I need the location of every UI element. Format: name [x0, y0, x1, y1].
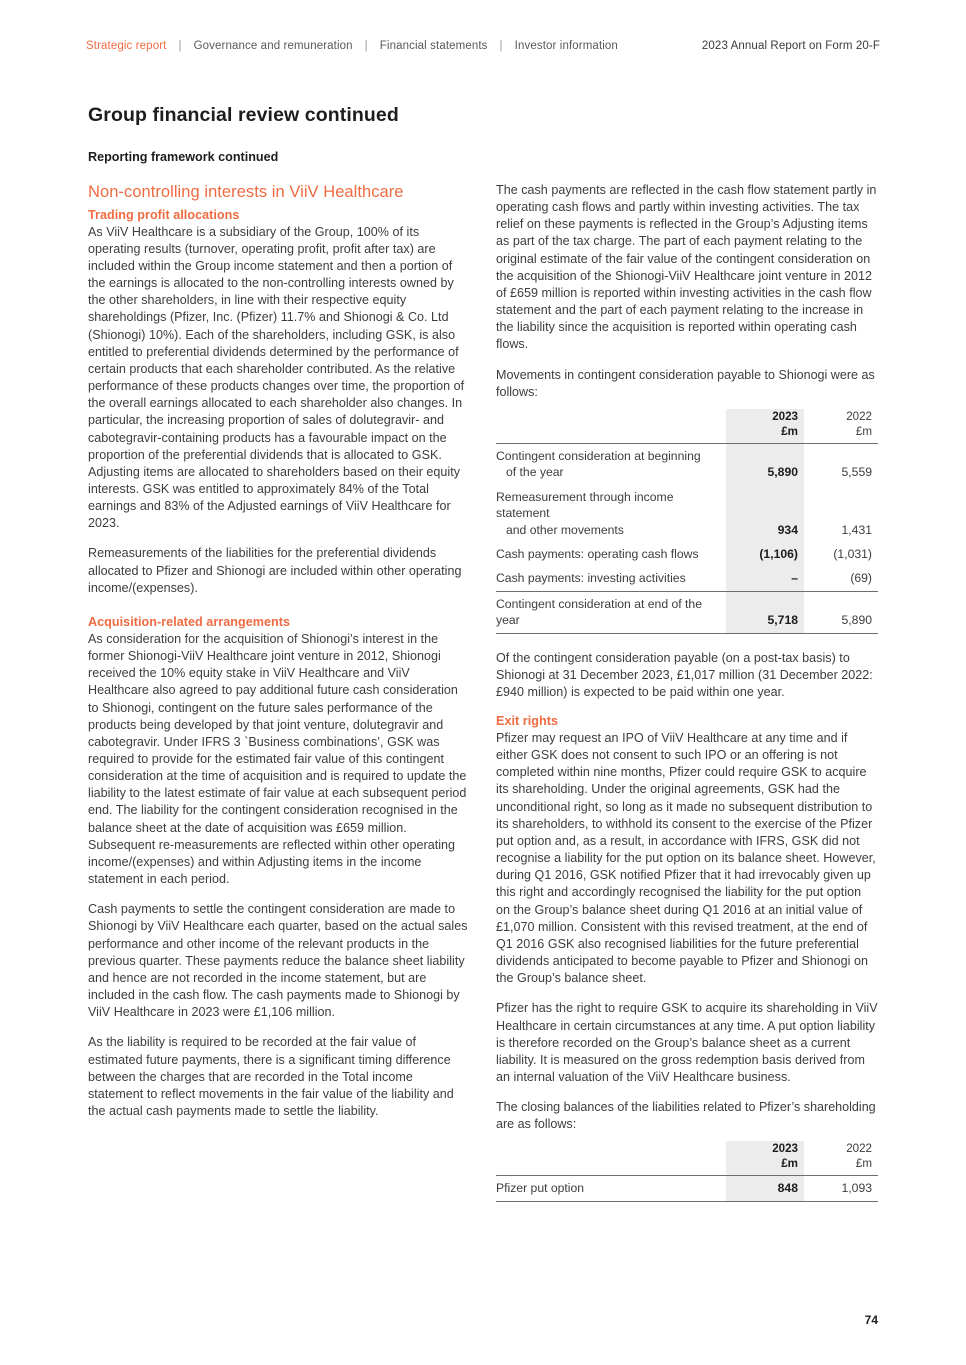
paragraph-post-tax-basis: Of the contingent consideration payable (on a post-tax basis) to Shionogi at 31 December 2023, £1,017 million (31 December 2022: £940 million) is expected to be paid within one year.	[496, 650, 873, 699]
paragraph-acquisition-consideration: As consideration for the acquisition of Shionogi’s interest in the former Shionogi-ViiV Healthcare joint venture in 2012, Shionogi received the 10% equity stake in ViiV Healthcare and ViiV Healthcare also agreed to pay additional future cash consideration to Shionogi, contingent on the future sales performance of the products being developed by that joint venture, dolutegravir and cabotegravir. Under IFRS 3 `Business combinations’, GSK was required to provide for the estimated fair value of this contingent consideration at the time of acquisition and is required to update the liability to the latest estimate of fair value at each subsequent period end. The liability for the contingent consideration recognised in the balance sheet at the date of acquisition was £659 million. Subsequent re-measurements are reflected within other operating income/(expenses) and within Adjusting items in the income statement in each period.	[88, 631, 467, 887]
table-row	[496, 566, 878, 591]
table-row	[496, 1176, 878, 1201]
row-value-2022: 1,431	[841, 522, 872, 537]
nav-separator: |	[499, 40, 503, 52]
table-header-2023: 2023 £m	[726, 1141, 804, 1173]
row-label: Contingent consideration at beginning of the year	[496, 448, 701, 480]
sub-heading-trading-profit-allocations: Trading profit allocations	[88, 207, 240, 222]
table-header-row	[496, 1141, 878, 1173]
row-value-2022: (69)	[850, 571, 872, 586]
sub-heading-acquisition-related-arrangements: Acquisition-related arrangements	[88, 614, 291, 629]
rule-cell	[726, 1201, 804, 1202]
paragraph-trading-profit-allocations: As ViiV Healthcare is a subsidiary of the Group, 100% of its operating results (turnover, operating profit, profit after tax) are included within the Group income statement and then a portion of the earnings is allocated to the non-controlling interests owned by the other shareholders, in line with their respective equity shareholdings (Pfizer, Inc. (Pfizer) 11.7% and Shionogi & Co. Ltd (Shionogi) 10%). Each of the shareholders, including GSK, is also entitled to preferential dividends determined by the performance of certain products that each shareholder contributed. As the relative performance of these products changes over time, the proportion of the overall earnings allocated to each shareholder also changes. In particular, the increasing proportion of sales of dolutegravir- and cabotegravir-containing products has a favourable impact on the proportion of the preferential dividends that is allocated to GSK. Adjusting items are allocated to shareholders based on their equity interests. GSK was entitled to approximately 84% of the Total earnings and 83% of the Adjusted earnings of ViiV Healthcare for 2023.	[88, 224, 465, 531]
table-total-row	[496, 591, 878, 633]
table-row	[496, 485, 878, 542]
page-subtitle: Reporting framework continued	[88, 150, 279, 164]
table-header-2022: 2022 £m	[846, 1142, 872, 1171]
paragraph-cash-flow-statement: The cash payments are reflected in the cash flow statement partly in operating cash flows and partly within investing activities. The tax relief on these payments is reflected in the Group’s Adjusting items as part of the tax charge. The part of each payment relating to the original estimate of the fair value of the contingent consideration on the acquisition of the Shionogi-ViiV Healthcare joint venture in 2012 of £659 million is reported within investing activities in the cash flow statement and the part of each payment relating to the increase in the liability since the acquisition is reported within operating cash flows.	[496, 183, 877, 352]
row-value-2022: 5,890	[804, 591, 878, 633]
row-label: Remeasurement through income statement and other movements	[496, 489, 674, 537]
table-header-2023: 2023 £m	[726, 409, 804, 441]
table-header-blank	[496, 1141, 726, 1173]
nav-separator: |	[178, 40, 182, 52]
table-1-lead-in: Movements in contingent consideration payable to Shionogi were as follows:	[496, 367, 875, 399]
table-header-2022: 2022 £m	[846, 409, 872, 438]
report-title: 2023 Annual Report on Form 20-F	[701, 40, 880, 52]
nav-item-financial-statements[interactable]: Financial statements	[379, 40, 488, 52]
row-value-2023: 5,890	[726, 443, 804, 484]
table-bottom-rule	[496, 1201, 878, 1202]
table-2-lead-in: The closing balances of the liabilities related to Pfizer’s shareholding are as follows:	[496, 1100, 876, 1132]
nav-item-strategic-report[interactable]: Strategic report	[86, 40, 167, 52]
page-number: 74	[864, 1313, 878, 1327]
section-heading-non-controlling-interests: Non-controlling interests in ViiV Healthcare	[88, 183, 404, 201]
table-header-blank	[496, 409, 726, 441]
page-title: Group financial review continued	[88, 104, 399, 126]
right-column	[496, 182, 878, 1202]
paragraph-put-option-liability: Pfizer has the right to require GSK to acquire its shareholding in ViiV Healthcare in certain circumstances at any time. A put option liability is therefore recorded on the Group’s balance sheet as a current liability. It is measured on the gross redemption basis derived from an internal valuation of the ViiV Healthcare business.	[496, 1001, 878, 1084]
row-value-2023: 5,718	[726, 591, 804, 633]
row-value-2022: 5,559	[841, 465, 872, 480]
paragraph-fair-value-timing: As the liability is required to be recorded at the fair value of estimated future payments, there is a significant timing difference between the charges that are recorded in the Total income statement to reflect movements in the fair value of the liability and the actual cash payments made to settle the liability.	[88, 1035, 454, 1118]
table-row	[496, 443, 878, 484]
contingent-consideration-movements-table	[496, 409, 878, 634]
row-value-2022: (1,031)	[833, 546, 872, 561]
page-running-header	[86, 40, 880, 52]
row-label: Cash payments: operating cash flows	[496, 546, 699, 561]
row-label: Cash payments: investing activities	[496, 571, 686, 586]
table-row	[496, 542, 878, 566]
nav-item-governance-and-remuneration[interactable]: Governance and remuneration	[193, 40, 353, 52]
nav-item-investor-information[interactable]: Investor information	[514, 40, 618, 52]
row-value-2022: 1,093	[841, 1181, 872, 1196]
row-value-2023: 848	[726, 1176, 804, 1201]
row-label: Pfizer put option	[496, 1181, 585, 1196]
row-value-2023: –	[726, 566, 804, 591]
paragraph-remeasurements: Remeasurements of the liabilities for the preferential dividends allocated to Pfizer and Shionogi are included within other operating income/(expenses).	[88, 546, 462, 595]
section-nav	[86, 40, 618, 52]
sub-heading-exit-rights: Exit rights	[496, 714, 558, 728]
rule-cell	[496, 1201, 726, 1202]
row-value-2023: (1,106)	[726, 542, 804, 566]
row-label: Contingent consideration at end of the year	[496, 591, 726, 633]
table-header-row	[496, 409, 878, 441]
pfizer-shareholding-liabilities-table	[496, 1141, 878, 1201]
paragraph-exit-rights: Pfizer may request an IPO of ViiV Healthcare at any time and if either GSK does not consent to such IPO or an offering is not completed within nine months, Pfizer could require GSK to acquire its shareholding. Under the original agreements, GSK had the unconditional right, so long as it made no subsequent distribution to its shareholders, to withhold its consent to the exercise of the Pfizer put option and, as a result, in accordance with IFRS, GSK did not recognise a liability for the put option on its balance sheet. However, during Q1 2016, GSK notified Pfizer that it had irrevocably given up this right and accordingly recognised the liability for the put option on the Group’s balance sheet during Q1 2016 at an initial value of £1,070 million. Consistent with this revised treatment, at the end of Q1 2016 GSK also recognised liabilities for the future preferential dividends anticipated to become payable to Pfizer and Shionogi on the Group’s balance sheet.	[496, 731, 876, 986]
left-column	[88, 182, 470, 1120]
paragraph-cash-payments: Cash payments to settle the contingent consideration are made to Shionogi by ViiV Healthcare each quarter, based on the actual sales performance and other income of the relevant products in the previous quarter. These payments reduce the balance sheet liability and hence are not recorded in the income statement, but are included in the cash flow. The cash payments made to Shionogi by ViiV Healthcare in 2023 were £1,106 million.	[88, 902, 468, 1020]
rule-cell	[804, 1201, 878, 1202]
row-value-2023: 934	[726, 485, 804, 542]
nav-separator: |	[364, 40, 368, 52]
